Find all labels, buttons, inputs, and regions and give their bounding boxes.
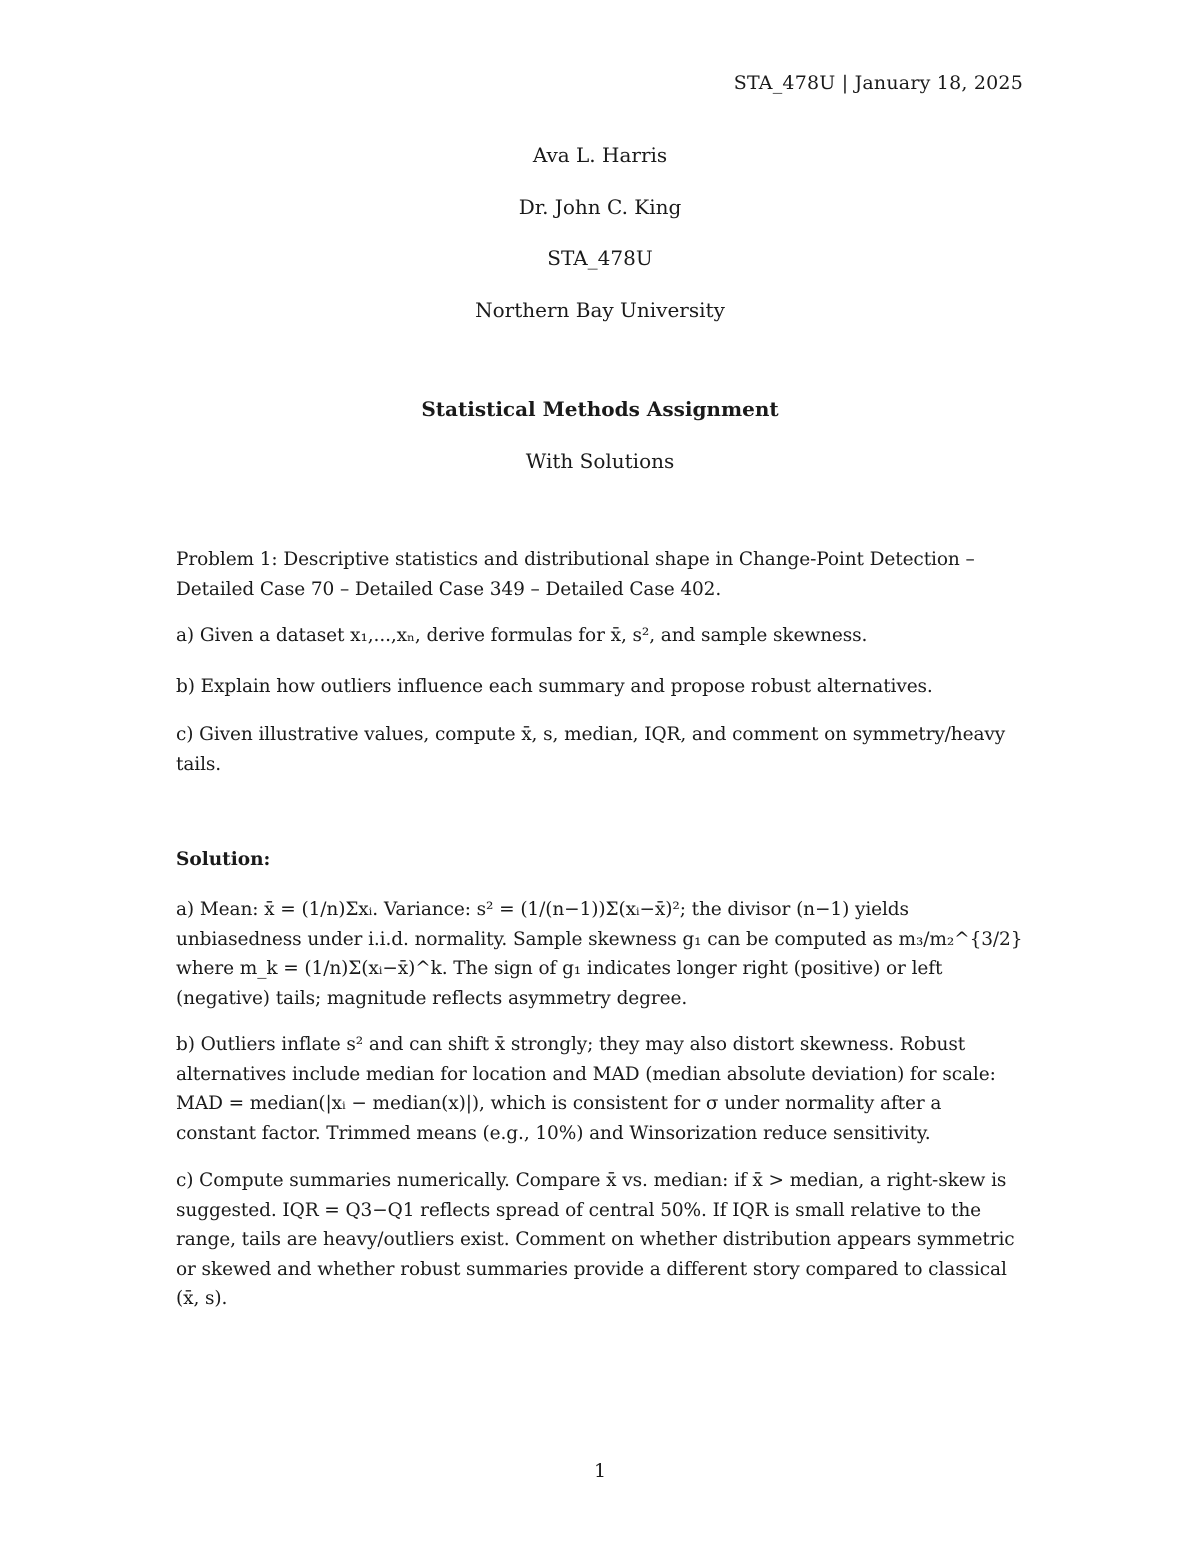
document-title: Statistical Methods Assignment <box>421 397 779 421</box>
problem-part-a: a) Given a dataset x₁,...,xₙ, derive formulas for x̄, s², and sample skewness. <box>176 625 868 646</box>
author-name: Ava L. Harris <box>532 143 668 167</box>
page-number: 1 <box>593 1460 607 1482</box>
document-subtitle: With Solutions <box>525 449 675 473</box>
institution-name: Northern Bay University <box>475 298 725 322</box>
solution-part-c: c) Compute summaries numerically. Compare x̄ vs. median: if x̄ > median, a right-skew is suggested. IQR = Q3−Q1 reflects spread of central 50%. If IQR is small relative to the range, tails are heavy/outliers exist. Comment on whether distribution appears symmetric or skewed and whether robust summaries provide a different story compared to classical (x̄, s). <box>176 1170 1015 1309</box>
running-header: STA_478U | January 18, 2025 <box>733 72 1023 94</box>
instructor-name: Dr. John C. King <box>518 195 682 219</box>
problem-part-b: b) Explain how outliers influence each summary and propose robust alternatives. <box>176 676 933 697</box>
solution-heading: Solution: <box>176 849 271 870</box>
solution-part-b: b) Outliers inflate s² and can shift x̄ strongly; they may also distort skewness. Robust alternatives include median for location and MAD (median absolute deviation) for scale: MAD = median(|xᵢ − median(x)|), which is consistent for σ under normality after a constant factor. Trimmed means (e.g., 10%) and Winsorization reduce sensitivity. <box>176 1034 996 1144</box>
problem-statement: Problem 1: Descriptive statistics and distributional shape in Change-Point Detection – Detailed Case 70 – Detailed Case 349 – Detailed Case 402. <box>176 549 975 600</box>
solution-part-a: a) Mean: x̄ = (1/n)Σxᵢ. Variance: s² = (1/(n−1))Σ(xᵢ−x̄)²; the divisor (n−1) yields unbiasedness under i.i.d. normality. Sample skewness g₁ can be computed as m₃/m₂^{3/2} where m_k = (1/n)Σ(xᵢ−x̄)^k. The sign of g₁ indicates longer right (positive) or left (negative) tails; magnitude reflects asymmetry degree. <box>176 899 1023 1009</box>
problem-part-c: c) Given illustrative values, compute x̄, s, median, IQR, and comment on symmetry/heavy tails. <box>176 724 1006 775</box>
course-code: STA_478U <box>547 246 653 270</box>
